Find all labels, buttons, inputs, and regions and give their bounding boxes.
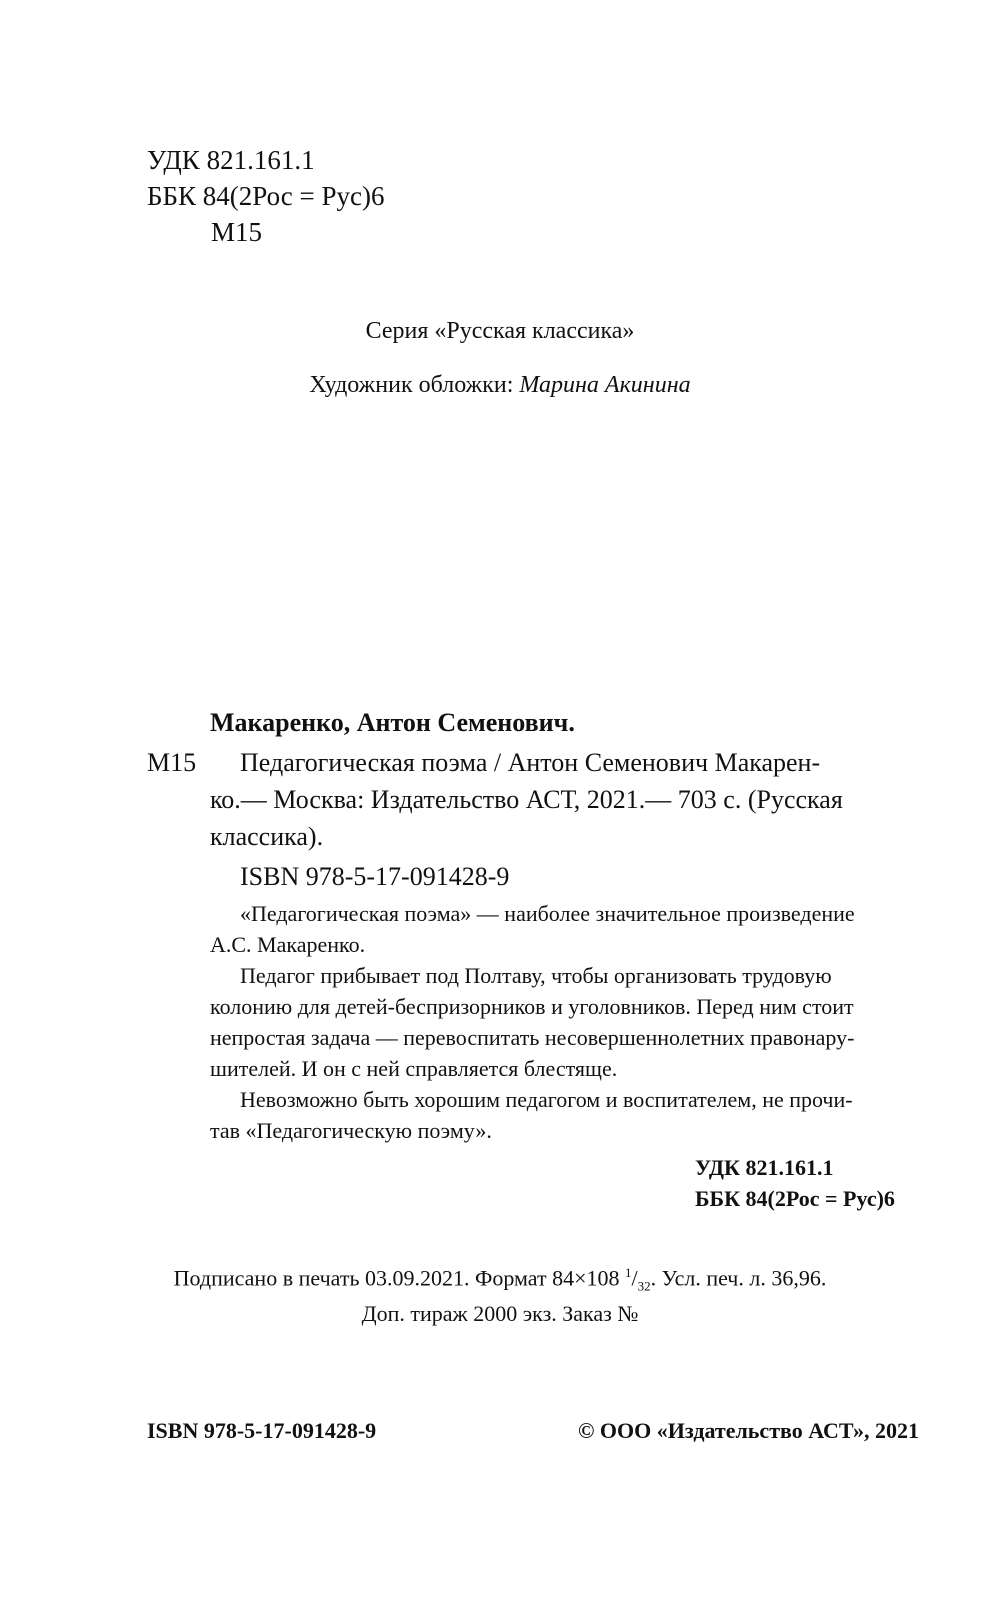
footer-copyright: © ООО «Издательство АСТ», 2021 [578, 1418, 920, 1443]
imprint-signed-prefix: Подписано в печать 03.09.2021. Формат 84×108 [173, 1265, 620, 1291]
desc-p2-line1: Педагог прибывает под Полтаву, чтобы организовать трудовую [240, 963, 832, 988]
author-mark: М15 [211, 217, 263, 247]
series-title: Серия «Русская классика» [365, 318, 635, 344]
desc-p3-line1: Невозможно быть хорошим педагогом и воспитателем, не прочи- [240, 1087, 853, 1112]
cover-artist [0, 372, 1000, 399]
imprint-signed-suffix: . Усл. печ. л. 36,96. [650, 1265, 827, 1291]
cover-artist-name: Марина Акинина [519, 372, 691, 398]
author-heading: Макаренко, Антон Семенович. [210, 708, 575, 737]
desc-p1-line2: А.С. Макаренко. [210, 932, 366, 957]
desc-p2-line3: непростая задача — перевоспитать несовершеннолетних правонару- [210, 1025, 855, 1050]
udk-code-bold: УДК 821.161.1 [695, 1155, 834, 1180]
bbk-code-bold: ББК 84(2Рос = Рус)6 [695, 1186, 895, 1211]
record-line-2: ко.— Москва: Издательство АСТ, 2021.— 703 с. (Русская [210, 785, 843, 814]
record-isbn: ISBN 978-5-17-091428-9 [240, 862, 510, 891]
footer-isbn: ISBN 978-5-17-091428-9 [147, 1418, 377, 1443]
record-line-3: классика). [210, 822, 324, 851]
format-fraction-denominator: 32 [637, 1278, 651, 1294]
desc-p1-line1: «Педагогическая поэма» — наиболее значительное произведение [240, 901, 855, 926]
imprint-line-2: Доп. тираж 2000 экз. Заказ № [361, 1301, 639, 1326]
record-author-mark: М15 [147, 748, 197, 777]
udk-code: УДК 821.161.1 [147, 145, 315, 175]
imprint-line-1: Подписано в печать 03.09.2021. Формат 84×108 $^1/_{32}$. Усл. печ. л. 36,96. [173, 1265, 827, 1294]
record-line-1: Педагогическая поэма / Антон Семенович Макарен- [240, 748, 821, 777]
desc-p2-line2: колонию для детей-беспризорников и уголовников. Перед ним стоит [210, 994, 854, 1019]
desc-p3-line2: тав «Педагогическую поэму». [210, 1118, 492, 1143]
desc-p2-line4: шителей. И он с ней справляется блестяще. [210, 1056, 618, 1081]
cover-artist-label: Художник обложки: [309, 372, 514, 398]
bbk-code: ББК 84(2Рос = Рус)6 [147, 181, 385, 211]
format-fraction-numerator: 1 [625, 1265, 632, 1280]
